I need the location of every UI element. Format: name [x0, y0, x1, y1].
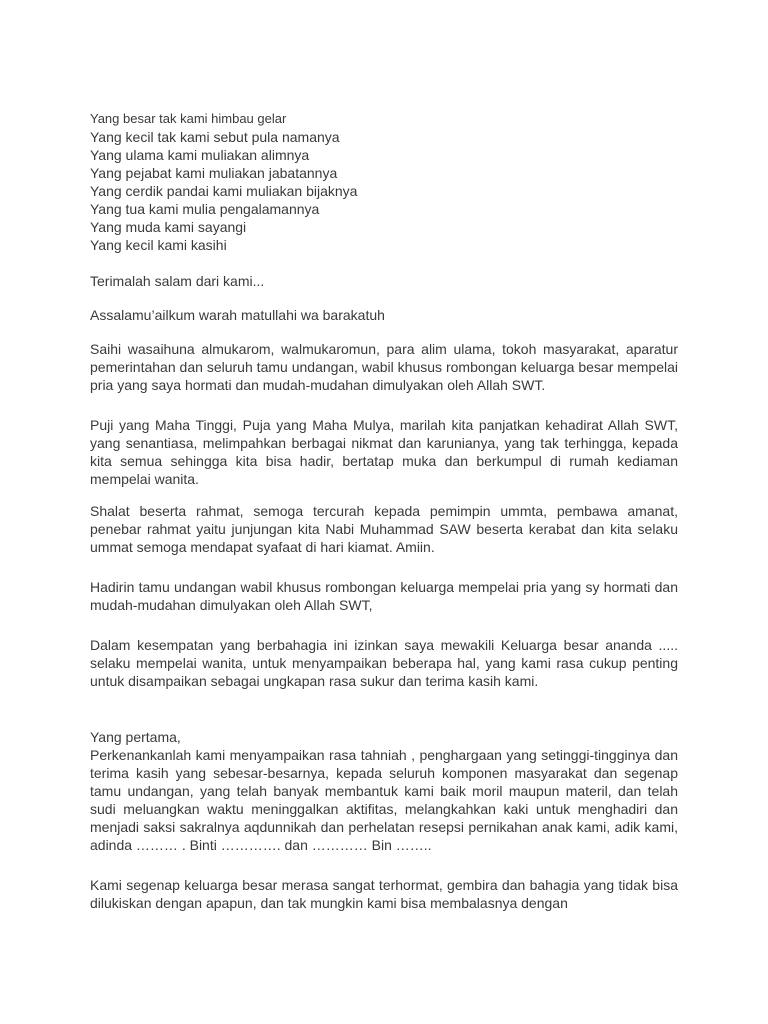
hadirin-paragraph: Hadirin tamu undangan wabil khusus rombongan keluarga mempelai pria yang sy hormati dan mudah-mudahan dimulyakan oleh Allah SWT,: [90, 579, 678, 613]
poem-line: Yang muda kami sayangi: [90, 219, 247, 235]
pertama-heading: Yang pertama,: [90, 729, 181, 745]
poem-line: Yang tua kami mulia pengalamannya: [90, 201, 320, 217]
document-page: [90, 110, 678, 926]
opening-poem: [90, 110, 678, 254]
saihi-paragraph: Saihi wasaihuna almukarom, walmukaromun, para alim ulama, tokoh masyarakat, aparatur pemerintahan dan seluruh tamu undangan, wabil khusus rombongan keluarga besar mempelai pria yang saya hormati dan mudah-mudahan dimulyakan oleh Allah SWT.: [90, 341, 678, 393]
poem-line: Yang kecil tak kami sebut pula namanya: [90, 129, 340, 145]
poem-line: Yang besar tak kami himbau gelar: [90, 111, 287, 126]
pertama-section: [90, 728, 678, 854]
pertama-body: Perkenankanlah kami menyampaikan rasa tahniah , penghargaan yang setinggi-tingginya dan terima kasih yang sebesar-besarnya, kepada seluruh komponen masyarakat dan segenap tamu undangan, yang telah banyak membantuk kami baik moril maupun materil, dan telah sudi meluangkan waktu meninggalkan aktifitas, melangkahkan kaki untuk menghadiri dan menjadi saksi sakralnya aqdunnikah dan perhelatan resepsi pernikahan anak kami, adik kami, adinda ……… . Binti …………. dan ………… Bin ……..: [90, 747, 678, 853]
poem-line: Yang cerdik pandai kami muliakan bijaknya: [90, 183, 358, 199]
puji-paragraph: Puji yang Maha Tinggi, Puja yang Maha Mulya, marilah kita panjatkan kehadirat Allah SWT, yang senantiasa, melimpahkan berbagai nikmat dan karunianya, yang tak terhingga, kepada kita semua sehingga kita bisa hadir, bertatap muka dan berkumpul di rumah kediaman mempelai wanita.: [90, 417, 678, 487]
poem-line: Yang ulama kami muliakan alimnya: [90, 147, 310, 163]
dalam-paragraph: Dalam kesempatan yang berbahagia ini izinkan saya mewakili Keluarga besar ananda ..... selaku mempelai wanita, untuk menyampaikan beberapa hal, yang kami rasa cukup penting untuk disampaikan sebagai ungkapan rasa sukur dan terima kasih kami.: [90, 637, 678, 689]
salam-paragraph: Assalamu’ailkum warah matullahi wa barakatuh: [90, 307, 385, 323]
greeting-paragraph: Terimalah salam dari kami...: [90, 273, 265, 289]
kami-paragraph: Kami segenap keluarga besar merasa sangat terhormat, gembira dan bahagia yang tidak bisa dilukiskan dengan apapun, dan tak mungkin kami bisa membalasnya dengan: [90, 877, 678, 911]
poem-line: Yang kecil kami kasihi: [90, 237, 227, 253]
shalat-paragraph: Shalat beserta rahmat, semoga tercurah kepada pemimpin ummta, pembawa amanat, penebar rahmat yaitu junjungan kita Nabi Muhammad SAW beserta kerabat dan kita selaku ummat semoga mendapat syafaat di hari kiamat. Amiin.: [90, 503, 678, 555]
poem-line: Yang pejabat kami muliakan jabatannya: [90, 165, 338, 181]
